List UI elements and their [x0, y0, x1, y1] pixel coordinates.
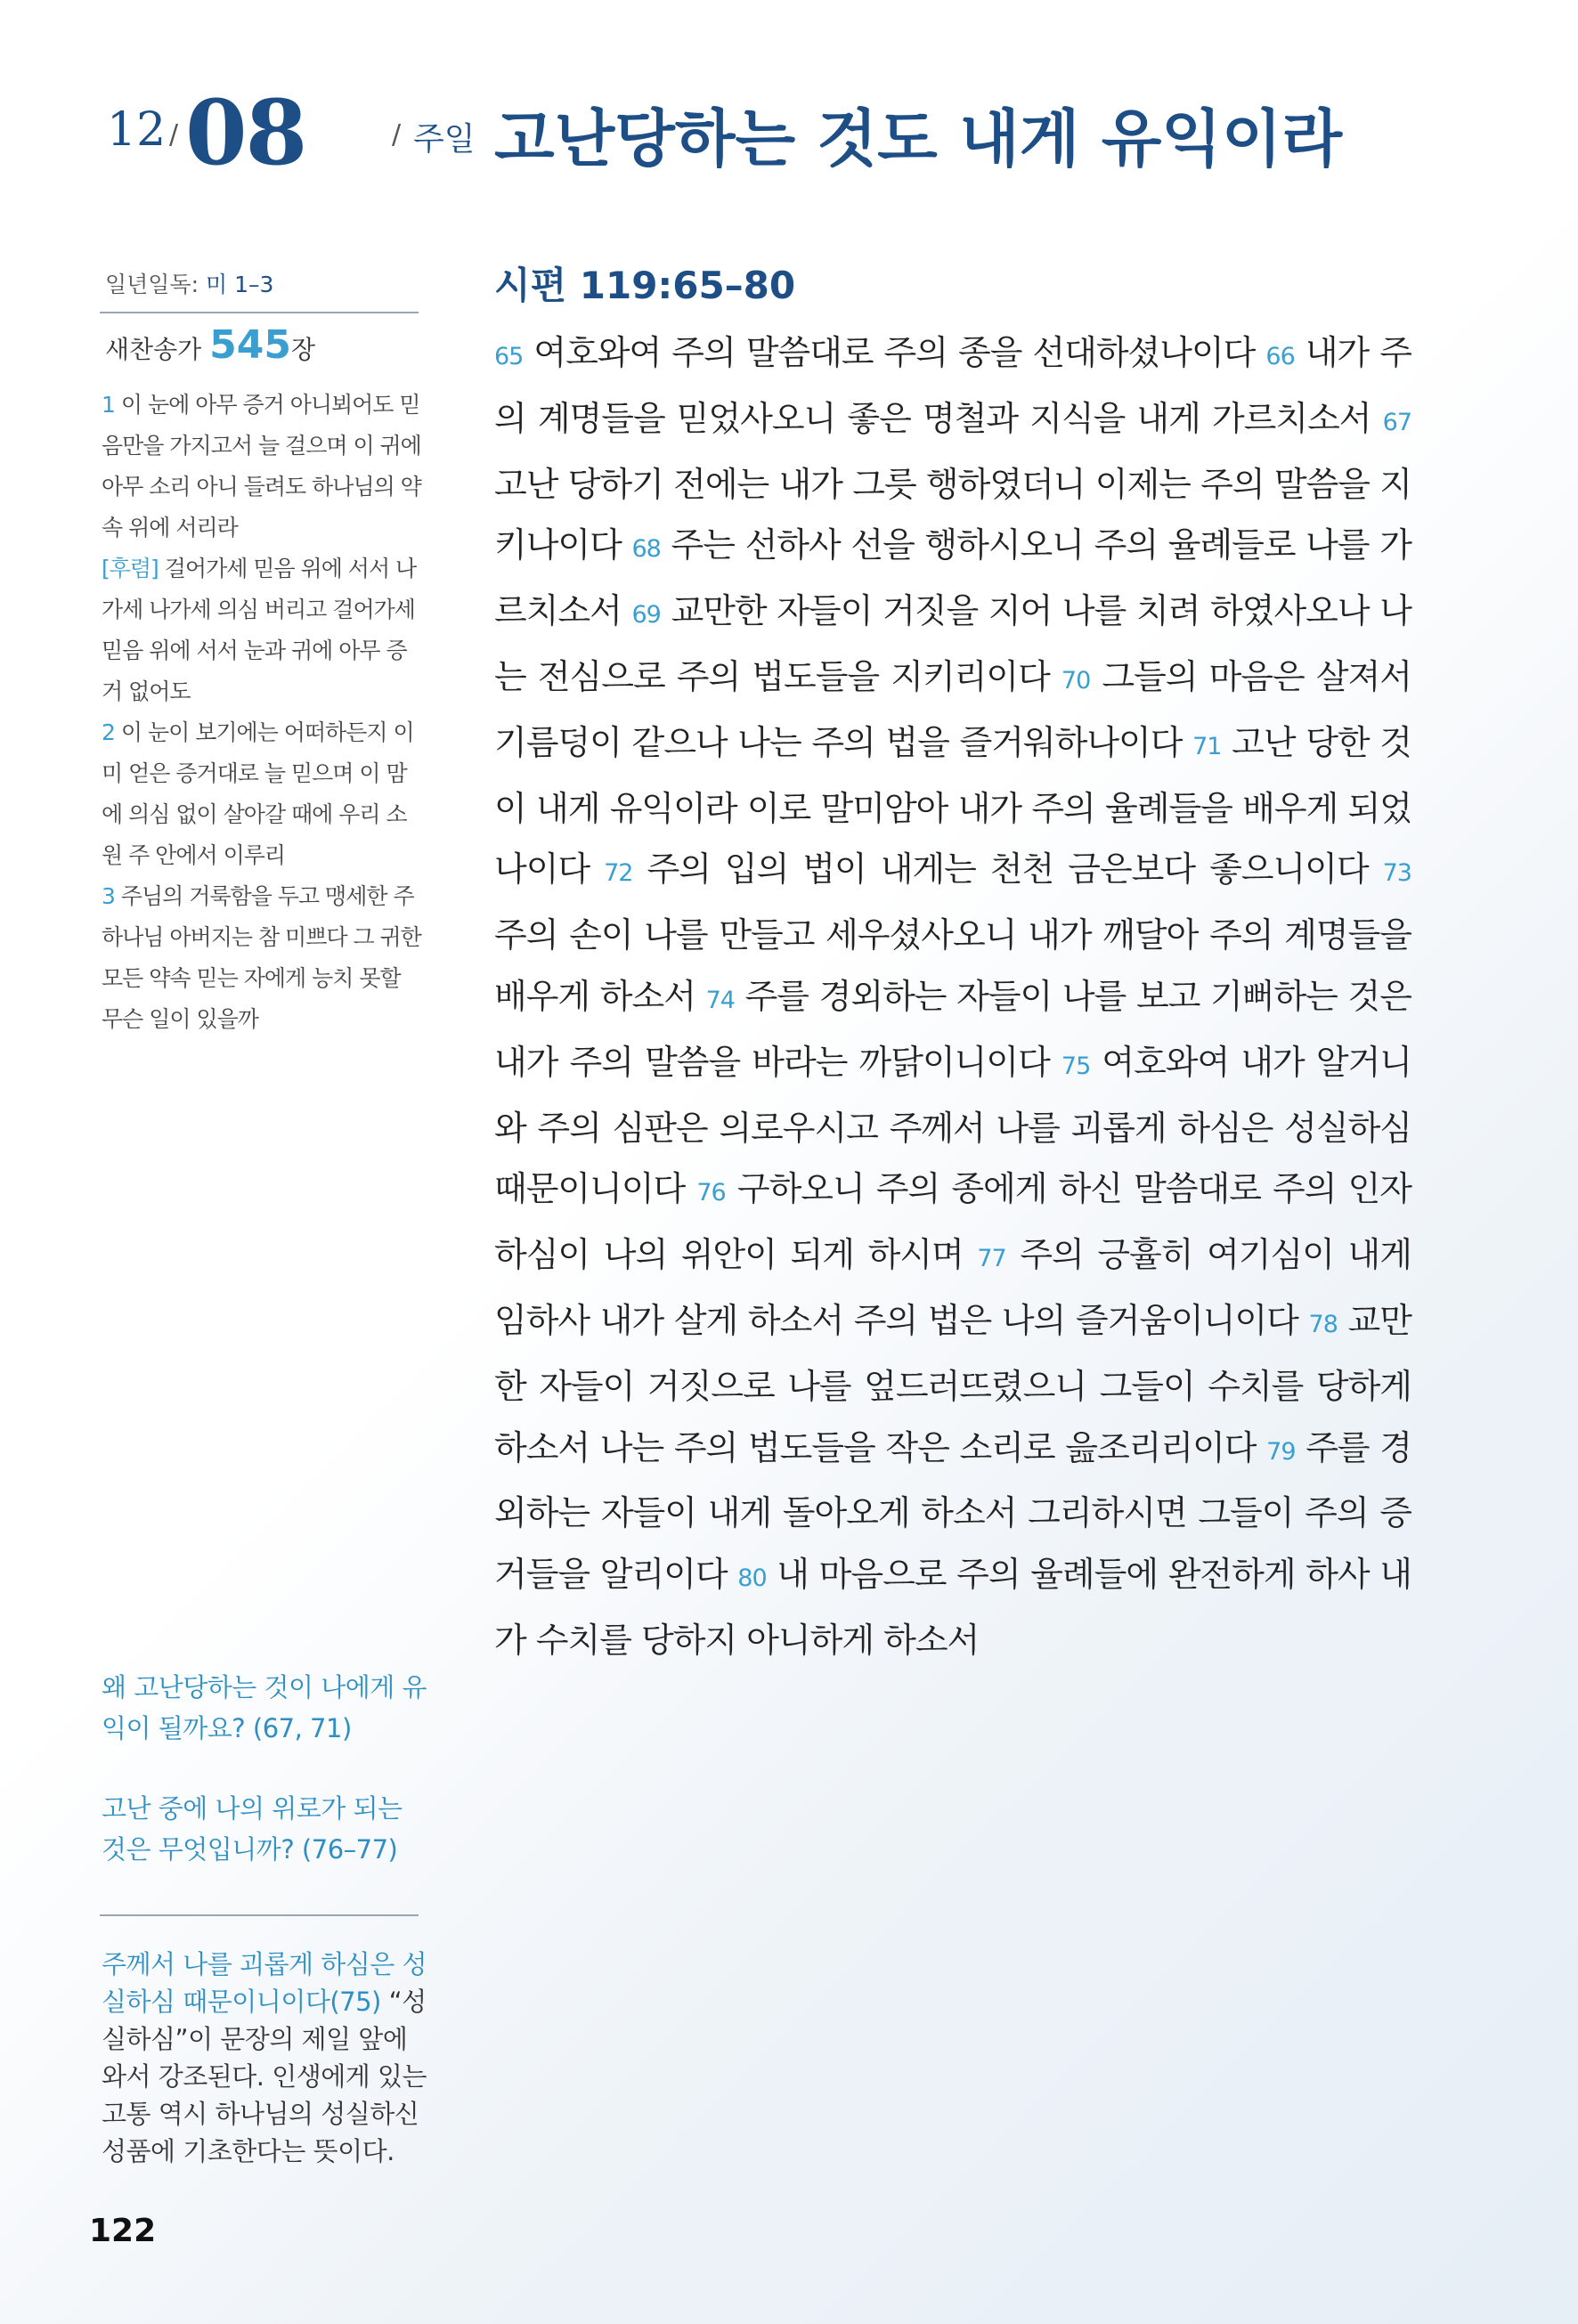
verse-text: 주의 긍휼히 여기심이 내게 임하사 내가 살게 하소서 주의 법은 나의 즐거움이니이다 [494, 1235, 1411, 1340]
page-title: 고난당하는 것도 내게 유익이라 [494, 102, 1343, 175]
verse-text: 여호와여 주의 말씀대로 주의 종을 선대하셨나이다 [533, 333, 1256, 372]
reading-label: 일년일독: [105, 272, 199, 297]
verse-number: 75 [1061, 1052, 1091, 1080]
verse-number: 68 [631, 535, 661, 564]
hymn-stanza-text: 걸어가세 믿음 위에 서서 나가세 나가세 의심 버리고 걸어가세 믿음 위에 서서 눈과 귀에 아무 증거 없어도 [102, 556, 417, 704]
verse-number: 78 [1308, 1310, 1338, 1338]
verse-number: 67 [1382, 408, 1411, 436]
note-highlight: 주께서 나를 괴롭게 하심은 성실하심 때문이니이다(75) [102, 1949, 427, 2017]
verse-text: 고난 당하기 전에는 내가 그릇 행하였더니 이제는 주의 말씀을 지키나이다 [494, 464, 1411, 565]
verse-text: 교만한 자들이 거짓을 지어 나를 치려 하였사오나 나는 전심으로 주의 법도들을 지키리이다 [494, 591, 1411, 696]
sidebar-divider [100, 312, 419, 313]
annual-reading [105, 267, 273, 299]
hymn-stanza-number: 1 [102, 392, 115, 418]
date-month: 12 [107, 103, 167, 157]
verse-text: 내 마음으로 주의 율례들에 완전하게 하사 내가 수치를 당하지 아니하게 하소서 [494, 1555, 1411, 1660]
hymn-stanza [102, 876, 422, 1040]
hymn-stanza-text: 이 눈이 보기에는 어떠하든지 이미 얻은 증거대로 늘 믿으며 이 맘에 의심 없이 살아갈 때에 우리 소원 주 안에서 이루리 [102, 719, 414, 868]
verse-text: 주의 손이 나를 만들고 세우셨사오니 내가 깨달아 주의 계명들을 배우게 하소서 [494, 915, 1411, 1016]
reading-ref: 미 1–3 [205, 272, 274, 297]
commentary-note [102, 1946, 427, 2170]
verse-number: 77 [977, 1245, 1006, 1273]
verse-number: 79 [1266, 1437, 1296, 1466]
hymn-stanza-number: 3 [102, 883, 115, 909]
date-slash-2: / [392, 119, 402, 150]
hymn-stanza [102, 385, 422, 548]
verse-text: 주를 경외하는 자들이 내게 돌아오게 하소서 그리하시면 그들이 주의 증거들을 알리이다 [494, 1427, 1411, 1595]
verse-number: 80 [737, 1564, 767, 1593]
sidebar-divider-2 [100, 1914, 419, 1916]
hymn-stanza [102, 548, 422, 712]
hymn-heading [105, 322, 315, 368]
page-number: 122 [89, 2213, 157, 2249]
date-weekday: 주일 [413, 121, 476, 158]
verse-text: 여호와여 내가 알거니와 주의 심판은 의로우시고 주께서 나를 괴롭게 하심은 성실하심 때문이니이다 [494, 1042, 1411, 1209]
hymn-stanza-text: 이 눈에 아무 증거 아니뵈어도 믿음만을 가지고서 늘 걸으며 이 귀에 아무 소리 아니 들려도 하나님의 약속 위에 서리라 [102, 392, 421, 540]
hymn-stanza-number: [후렴] [102, 556, 159, 581]
verse [494, 333, 1255, 372]
reflection-question-1: 왜 고난당하는 것이 나에게 유익이 될까요? (67, 71) [102, 1672, 427, 1743]
hymn-label-prefix: 새찬송가 [105, 335, 202, 364]
verse-text: 주를 경외하는 자들이 나를 보고 기뻐하는 것은 내가 주의 말씀을 바라는 까닭이니이다 [494, 976, 1411, 1082]
note-text: “성실하심”이 문장의 제일 앞에 와서 강조된다. 인생에게 있는 고통 역시 하나님의 성실하신 성품에 기초한다는 뜻이다. [102, 1987, 427, 2166]
verse-number: 70 [1061, 666, 1091, 695]
date-day: 08 [185, 80, 306, 185]
hymn-label-suffix: 장 [290, 335, 316, 364]
verse-number: 65 [494, 343, 524, 370]
verse-number: 72 [604, 859, 633, 888]
scripture-text [494, 322, 1411, 1671]
passage-reference: 시편 119:65–80 [494, 264, 796, 307]
verse-text: 주의 입의 법이 내게는 천천 금은보다 좋으니이다 [647, 849, 1369, 890]
verse-number: 74 [705, 986, 735, 1014]
verse-text: 구하오니 주의 종에게 하신 말씀대로 주의 인자하심이 나의 위안이 되게 하시며 [494, 1169, 1411, 1275]
hymn-lyrics [102, 385, 422, 1040]
reflection-question-2: 고난 중에 나의 위로가 되는 것은 무엇입니까? (76–77) [102, 1793, 403, 1865]
verse-number: 71 [1192, 732, 1222, 760]
date-slash: / [169, 119, 179, 150]
hymn-stanza [102, 712, 422, 876]
date-header [107, 78, 476, 185]
hymn-number: 545 [209, 322, 291, 368]
verse-number: 73 [1382, 859, 1411, 888]
verse [604, 849, 1369, 889]
verse-text: 주는 선하사 선을 행하시오니 주의 율례들로 나를 가르치소서 [494, 525, 1411, 631]
verse-number: 69 [631, 601, 661, 630]
verse-number: 66 [1265, 343, 1295, 370]
verse-text: 교만한 자들이 거짓으로 나를 엎드러뜨렸으니 그들이 수치를 당하게 하소서 나는 주의 법도들을 작은 소리로 읊조리리이다 [494, 1300, 1411, 1467]
hymn-stanza-number: 2 [102, 719, 115, 745]
verse-number: 76 [696, 1179, 726, 1207]
verse-text: 고난 당한 것이 내게 유익이라 이로 말미암아 내가 주의 율례들을 배우게 되었나이다 [494, 722, 1411, 890]
verse-text: 그들의 마음은 살져서 기름덩이 같으나 나는 주의 법을 즐거워하나이다 [494, 656, 1411, 762]
hymn-stanza-text: 주님의 거룩함을 두고 맹세한 주 하나님 아버지는 참 미쁘다 그 귀한 모든 약속 믿는 자에게 능치 못할 무슨 일이 있을까 [102, 883, 421, 1032]
verse-text: 내가 주의 계명들을 믿었사오니 좋은 명철과 지식을 내게 가르치소서 [494, 333, 1411, 438]
